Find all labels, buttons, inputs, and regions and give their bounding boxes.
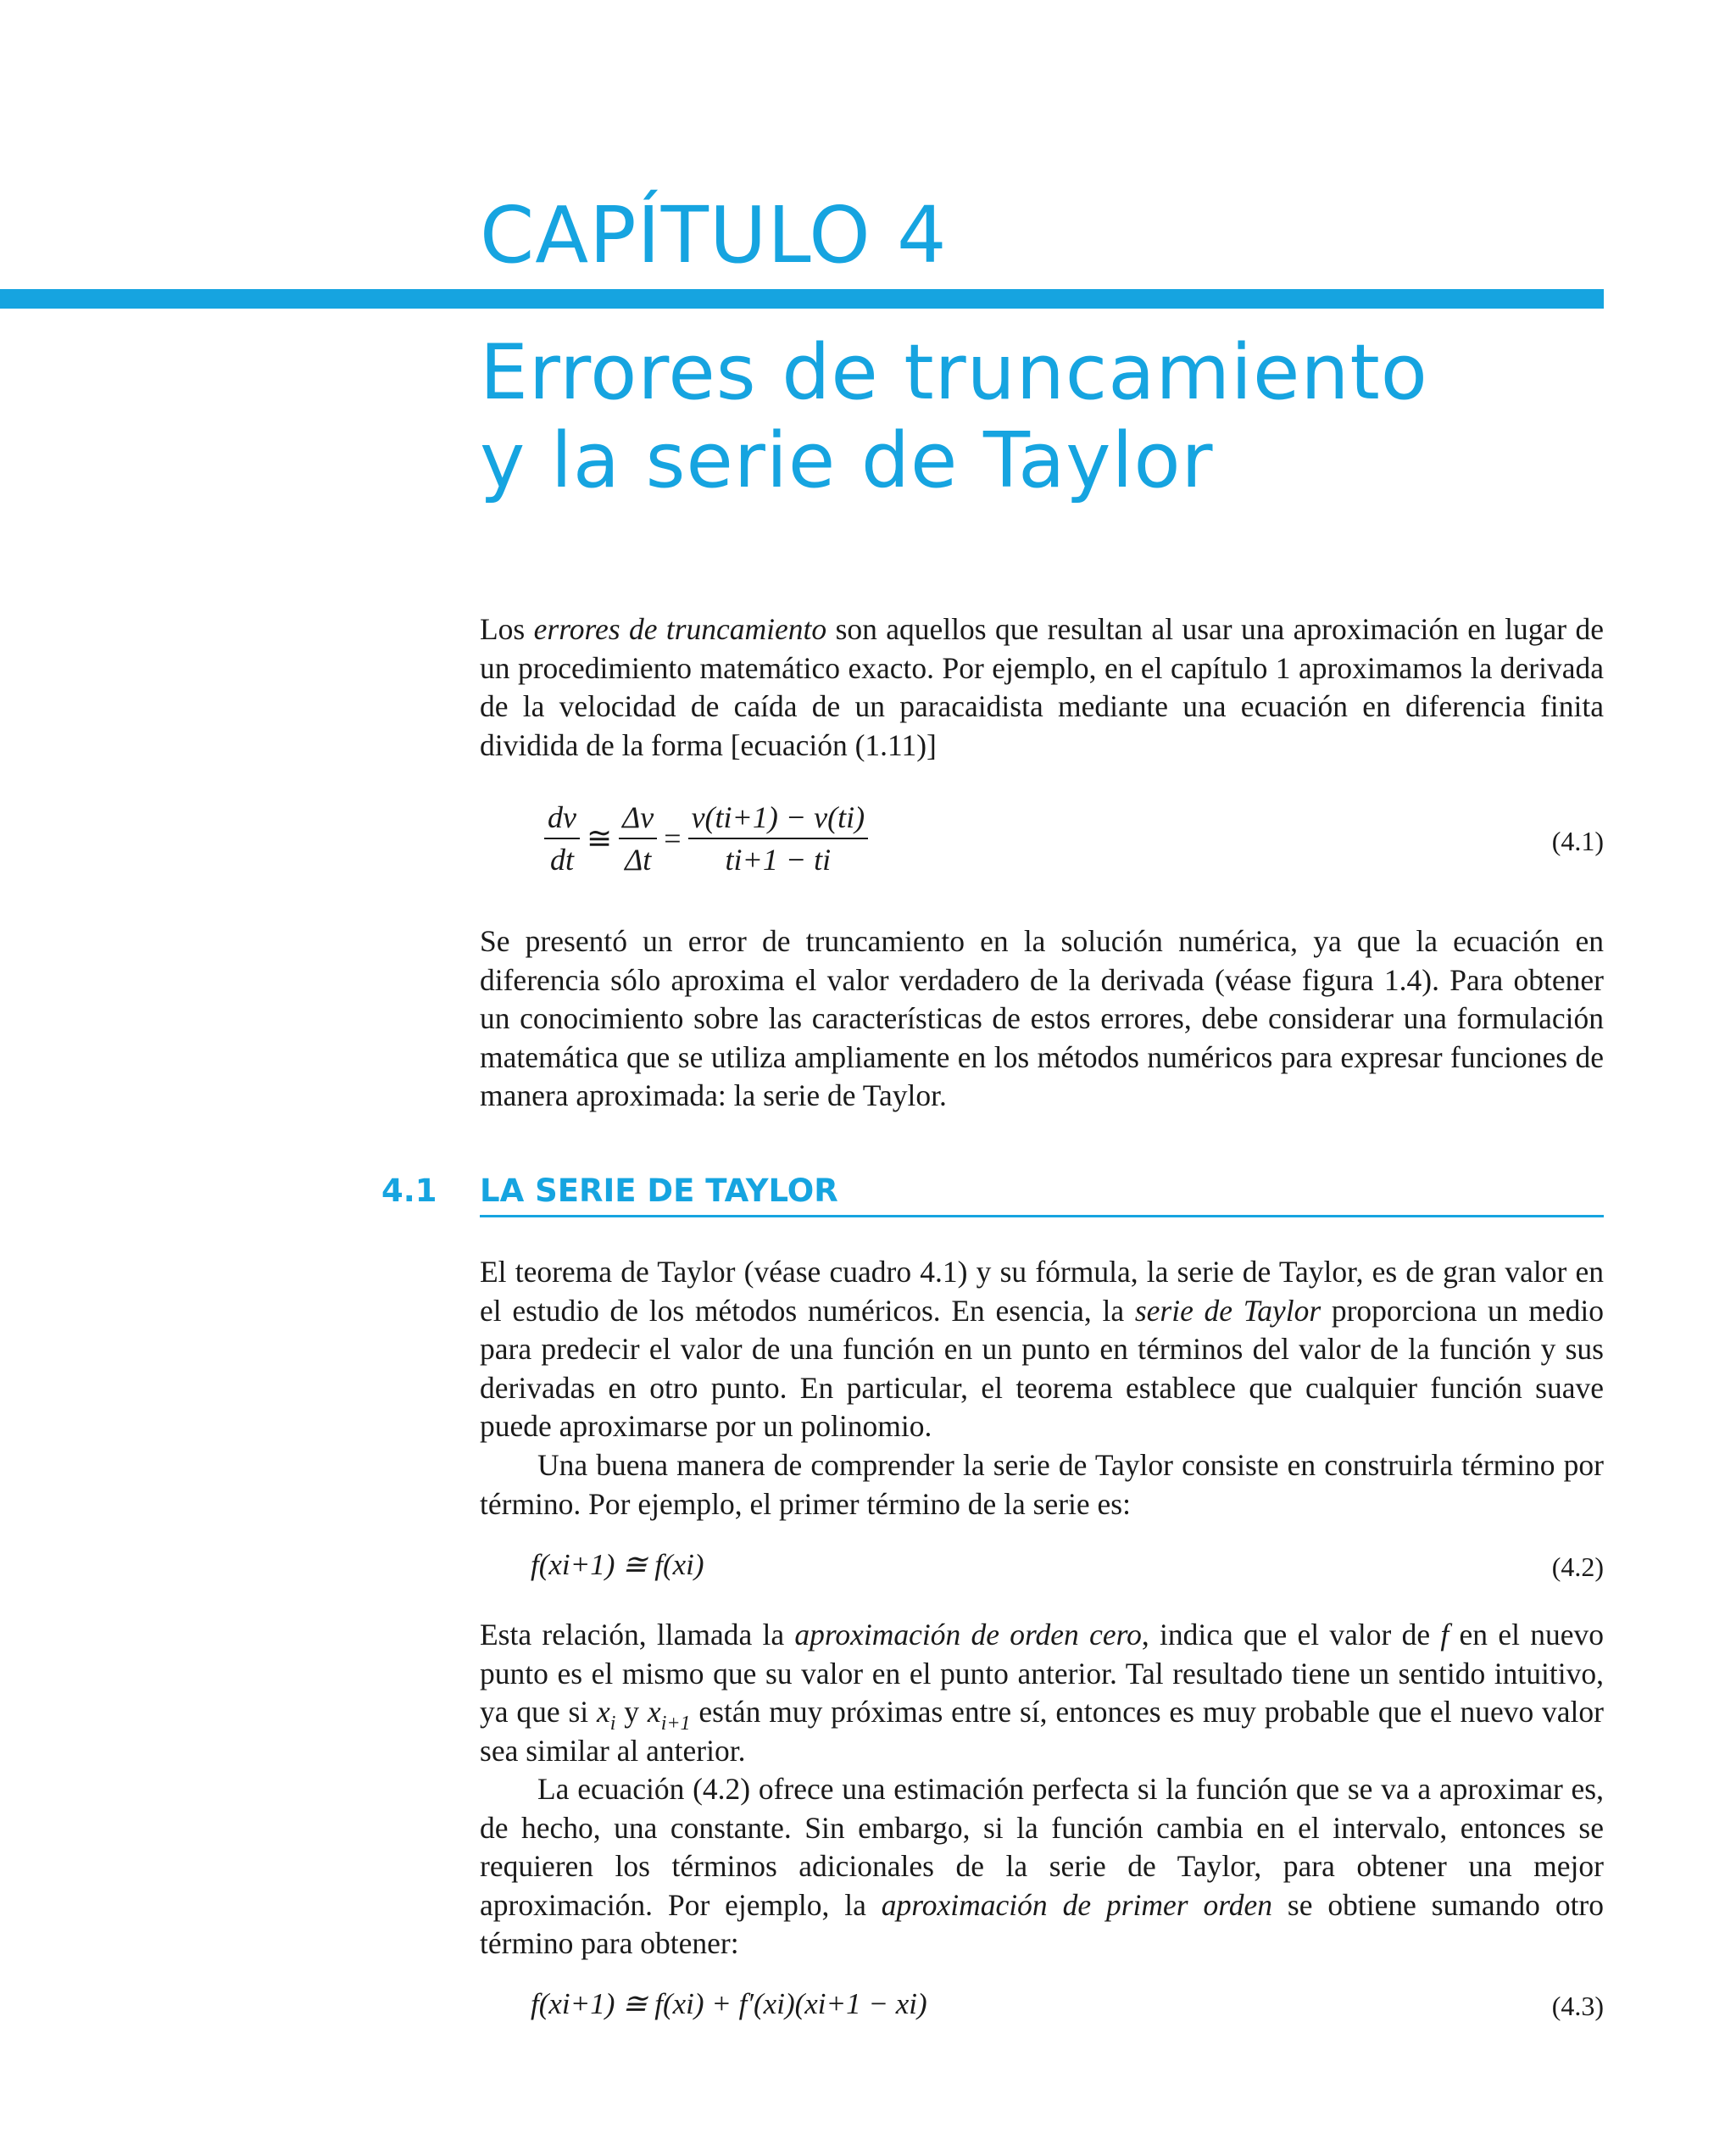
section-paragraph-2: Una buena manera de comprender la serie de Taylor consiste en construirla término por término. Por ejemplo, el primer término de la serie es: xyxy=(480,1448,1604,1521)
section-number: 4.1 xyxy=(381,1172,437,1209)
chapter-title xyxy=(480,329,1428,505)
equals-sign: = xyxy=(664,822,682,855)
chapter-title-line-1: Errores de truncamiento xyxy=(480,328,1428,417)
section-title: LA SERIE DE TAYLOR xyxy=(480,1172,838,1209)
section-paragraph-3: Esta relación, llamada la aproximación de orden cero, indica que el valor de f en el nuevo punto es el mismo que su valor en el punto anterior. Tal resultado tiene un sentido intuitivo, ya que si $x_i$ y $x_{i+1}$ están muy próximas entre sí, entonces es muy probable que el nuevo valor sea similar al anterior. xyxy=(480,1618,1604,1768)
equation-4-2-body: f(xi+1) ≅ f(xi) xyxy=(531,1548,704,1581)
intro-paragraph-2: Se presentó un error de truncamiento en la solución numérica, ya que la ecuación en diferencia sólo aproxima el valor verdadero de la derivada (véase figura 1.4). Para obtener un conocimiento sobre las características de estos errores, debe considerar una formulación matemática que se utiliza ampliamente en los métodos numéricos para expresar funciones de manera aproximada: la serie de Taylor. xyxy=(480,924,1604,1113)
term-first-order-approximation: aproximación de primer orden xyxy=(881,1887,1272,1922)
term-taylor-series: serie de Taylor xyxy=(1134,1293,1321,1328)
chapter-rule xyxy=(0,289,1604,309)
equation-number: (4.1) xyxy=(1551,826,1604,856)
equation-number: (4.2) xyxy=(1551,1551,1604,1582)
chapter-title-line-2: y la serie de Taylor xyxy=(480,416,1214,505)
section-rule xyxy=(480,1215,1604,1217)
equation-4-3 xyxy=(480,1987,1604,2030)
chapter-label: CAPÍTULO 4 xyxy=(480,190,948,281)
fraction-finite-difference: $\frac{v(ti+1) - v(ti)}{ti+1 - ti}$ xyxy=(688,797,869,880)
term-truncation-errors: errores de truncamiento xyxy=(533,612,827,646)
equation-number: (4.3) xyxy=(1551,1991,1604,2021)
section-paragraph-4: La ecuación (4.2) ofrece una estimación perfecta si la función que se va a aproximar es, de hecho, una constante. Sin embargo, si la función cambia en el intervalo, entonces se requieren los términos adicionales de la serie de Taylor, para obtener una mejor aproximación. Por ejemplo, la aproximación de primer orden se obtiene sumando otro término para obtener: xyxy=(480,1772,1604,1961)
approx-sign: ≅ xyxy=(586,822,613,855)
term-zero-order-approximation: aproximación de orden cero xyxy=(794,1618,1142,1651)
fraction-dv-dt: $\frac{dv}{dt}$ xyxy=(544,797,580,880)
intro-paragraph-1: Los errores de truncamiento son aquellos que resultan al usar una aproximación en lugar de un procedimiento matemático exacto. Por ejemplo, en el capítulo 1 aproximamos la derivada de la velocidad de caída de un paracaidista mediante una ecuación en diferencia finita dividida de la forma [ecuación (1.11)] xyxy=(480,612,1604,762)
equation-4-3-body: f(xi+1) ≅ f(xi) + f′(xi)(xi+1 − xi) xyxy=(531,1987,927,2020)
equation-4-1 xyxy=(480,797,1604,890)
section-paragraph-1: El teorema de Taylor (véase cuadro 4.1) y su fórmula, la serie de Taylor, es de gran valor en el estudio de los métodos numéricos. En esencia, la serie de Taylor proporciona un medio para predecir el valor de una función en un punto en términos del valor de la función y sus derivadas en otro punto. En particular, el teorema establece que cualquier función suave puede aproximarse por un polinomio. xyxy=(480,1255,1604,1444)
fraction-delta-v-delta-t: $\frac{\Delta v}{\Delta t}$ xyxy=(619,797,657,880)
equation-4-1-body xyxy=(544,797,868,880)
equation-4-2 xyxy=(480,1548,1604,1590)
